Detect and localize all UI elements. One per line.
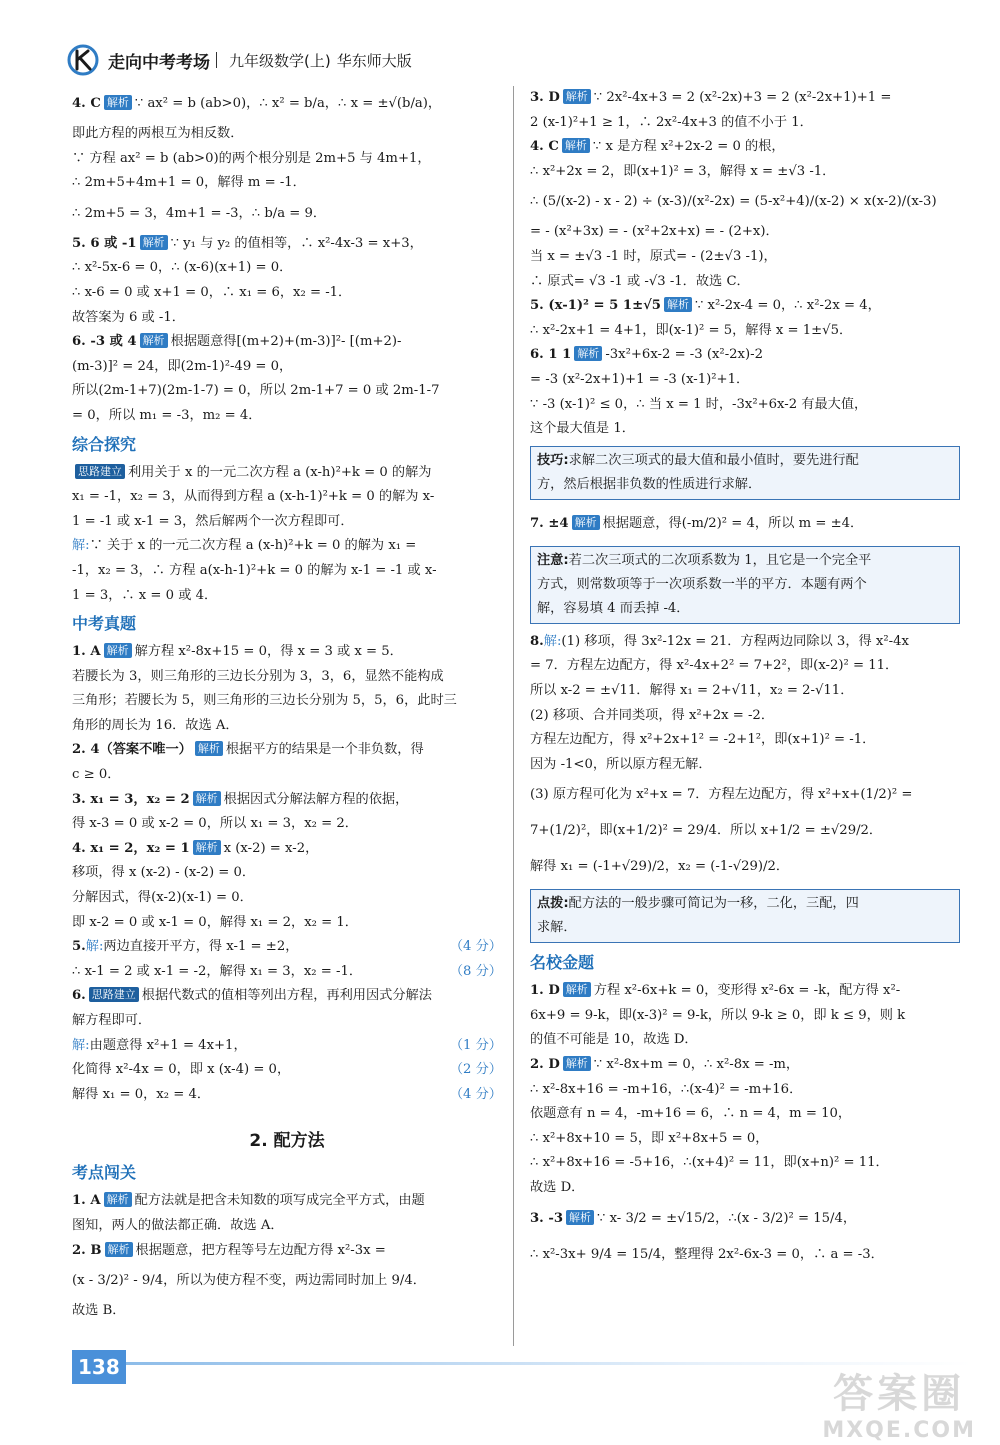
answer-line: 化简得 x²-4x = 0，即 x (x-4) = 0， （2 分） — [72, 1062, 502, 1078]
answer-line: 解:由题意得 x²+1 = 4x+1， （1 分） — [72, 1037, 502, 1053]
answer-line: ∴ x²-2x+1 = 4+1，即(x-1)² = 5，解得 x = 1±√5． — [530, 322, 853, 338]
answer-line: 1 = 3，∴ x = 0 或 4． — [72, 587, 218, 603]
answer-line: 角形的周长为 16．故选 A． — [72, 717, 239, 733]
answer-line: 4. C 解析 ∵ x 是方程 x²+2x-2 = 0 的根， — [530, 139, 785, 155]
column-divider — [513, 86, 514, 1346]
answer-line: ∴ x²+8x+16 = -5+16，∴(x+4)² = 11，即(x+n)² = 11． — [530, 1155, 889, 1171]
answer-line: ∴ (5/(x-2) - x - 2) ÷ (x-3)/(x²-2x) = (5-x²+4)/(x-2) × x(x-2)/(x-3) — [530, 194, 937, 210]
answer-line: 3. -3 解析 ∵ x- 3/2 = ±√15/2，∴(x - 3/2)² = 15/4， — [530, 1210, 857, 1226]
answer-line: 解:∵ 关于 x 的一元二次方程 a (x-h)²+k = 0 的解为 x₁ = — [72, 538, 417, 554]
hint-box — [530, 889, 960, 943]
answer-line: 得 x-3 = 0 或 x-2 = 0，所以 x₁ = 3，x₂ = 2． — [72, 816, 358, 832]
answer-line: = - (x²+3x) = - (x²+2x+x) = - (2+x)． — [530, 224, 779, 240]
answer-line: 6. 思路建立 根据代数式的值相等列出方程，再利用因式分解法 — [72, 988, 432, 1004]
answer-line: 2. 4（答案不唯一） 解析 根据平方的结果是一个非负数，得 — [72, 742, 424, 758]
answer-line: 解得 x₁ = (-1+√29)/2，x₂ = (-1-√29)/2． — [530, 859, 790, 875]
book-edition: 华东师大版 — [336, 51, 412, 70]
brand-name: 走向中考考场 — [108, 52, 210, 73]
answer-line: = 7．方程左边配方，得 x²-4x+2² = 7+2²，即(x-2)² = 11． — [530, 658, 899, 674]
answer-line: 分解因式，得(x-2)(x-1) = 0． — [72, 890, 253, 906]
answer-line: 解方程即可． — [72, 1013, 152, 1028]
answer-line: (2) 移项、合并同类项，得 x²+2x = -2． — [530, 707, 775, 723]
note-line: 解，容易填 4 而丢掉 -4． — [537, 600, 690, 616]
answer-line: x₁ = -1，x₂ = 3，从而得到方程 a (x-h-1)²+k = 0 的解为 x- — [72, 489, 435, 505]
section-heading: 中考真题 — [72, 614, 137, 634]
answer-line: 三角形；若腰长为 5，则三角形的三边长分别为 5，5，6，此时三 — [72, 693, 457, 709]
note-line: 方式，则常数项等于一次项系数一半的平方．本题有两个 — [537, 576, 867, 592]
answer-line: 1. D 解析 方程 x²-6x+k = 0，变形得 x²-6x = -k，配方得 x²- — [530, 983, 901, 999]
answer-line: ∴ 2m+5 = 3，4m+1 = -3，∴ b/a = 9． — [72, 205, 327, 221]
answer-line: 3. x₁ = 3，x₂ = 2 解析 根据因式分解法解方程的依据， — [72, 791, 409, 807]
right-column — [530, 86, 960, 1273]
page-number: 138 — [72, 1350, 126, 1384]
left-column — [72, 86, 502, 1324]
answer-line: 所以 x-2 = ±√11．解得 x₁ = 2+√11，x₂ = 2-√11． — [530, 682, 854, 698]
answer-line: ∴ x²-8x+16 = -m+16，∴(x-4)² = -m+16． — [530, 1081, 803, 1097]
answer-line: ∵ -3 (x-1)² ≤ 0，∴ 当 x = 1 时，-3x²+6x-2 有最大值， — [530, 396, 868, 412]
answer-line: 即 x-2 = 0 或 x-1 = 0，解得 x₁ = 2，x₂ = 1． — [72, 914, 358, 930]
answer-line: ∴ x²+2x = 2，即(x+1)² = 3，解得 x = ±√3 -1． — [530, 163, 836, 179]
answer-line: = 0，所以 m₁ = -3，m₂ = 4． — [72, 407, 262, 423]
stylized-k-logo-icon — [66, 43, 100, 77]
page-footer-bar — [112, 1362, 972, 1365]
book-subtitle: 九年级数学(上) — [229, 51, 331, 70]
section-heading: 名校金题 — [530, 953, 595, 973]
answer-line: 图知，两人的做法都正确．故选 A． — [72, 1217, 284, 1233]
section-heading: 考点闯关 — [72, 1163, 137, 1183]
answer-line: ∵ 方程 ax² = b (ab>0)的两个根分别是 2m+5 与 4m+1， — [72, 150, 431, 166]
answer-line: 依题意有 n = 4，-m+16 = 6，∴ n = 4，m = 10， — [530, 1106, 852, 1122]
answer-line: 方程左边配方，得 x²+2x+1² = -2+1²，即(x+1)² = -1． — [530, 732, 876, 748]
answer-line: 5.解:两边直接开平方，得 x-1 = ±2， （4 分） — [72, 939, 502, 955]
watermark-url: MXQE.COM — [822, 1418, 976, 1443]
answer-line: -1，x₂ = 3，∴ 方程 a(x-h-1)²+k = 0 的解为 x-1 = -1 或 x- — [72, 562, 437, 578]
answer-line: 1. A 解析 配方法就是把含未知数的项写成完全平方式，由题 — [72, 1193, 425, 1209]
answer-line: 当 x = ±√3 -1 时，原式= - (2±√3 -1)， — [530, 248, 777, 264]
answer-line: ∴ 2m+5+4m+1 = 0，解得 m = -1． — [72, 175, 306, 191]
answer-line: ∴ x²-3x+ 9/4 = 15/4，整理得 2x²-6x-3 = 0，∴ a = -3． — [530, 1246, 884, 1262]
answer-line: 移项，得 x (x-2) - (x-2) = 0． — [72, 865, 256, 881]
answer-line: 2. D 解析 ∵ x²-8x+m = 0，∴ x²-8x = -m， — [530, 1057, 800, 1073]
answer-line: ∴ x-6 = 0 或 x+1 = 0，∴ x₁ = 6，x₂ = -1． — [72, 284, 352, 300]
answer-line: 故答案为 6 或 -1． — [72, 309, 185, 325]
page-header — [66, 40, 412, 80]
answer-line: 所以(2m-1+7)(2m-1-7) = 0，所以 2m-1+7 = 0 或 2m-1-7 — [72, 383, 440, 399]
answer-line: ∴ x²+8x+10 = 5，即 x²+8x+5 = 0， — [530, 1130, 769, 1146]
answer-line: 2 (x-1)²+1 ≥ 1，∴ 2x²-4x+3 的值不小于 1． — [530, 114, 813, 130]
answer-line: 3. D 解析 ∵ 2x²-4x+3 = 2 (x²-2x)+3 = 2 (x²-2x+1)+1 = — [530, 90, 892, 105]
answer-line: 6x+9 = 9-k，即(x-3)² = 9-k，所以 9-k ≥ 0，即 k ≤ 9，则 k — [530, 1007, 906, 1023]
note-line: 注意:若二次三项式的二次项系数为 1，且它是一个完全平 — [537, 552, 872, 568]
answer-line: 故选 B． — [72, 1303, 126, 1319]
answer-line: 1. A 解析 解方程 x²-8x+15 = 0，得 x = 3 或 x = 5． — [72, 644, 403, 660]
section-heading: 综合探究 — [72, 434, 137, 454]
answer-line: (m-3)]² = 24，即(2m-1)²-49 = 0， — [72, 358, 293, 374]
answer-line: 即此方程的两根互为相反数． — [72, 126, 244, 141]
answer-line: 因为 -1<0，所以原方程无解． — [530, 756, 712, 772]
watermark — [822, 1370, 976, 1444]
tip-line: 方，然后根据非负数的性质进行求解． — [537, 476, 762, 492]
answer-line: ∴ x²-5x-6 = 0，∴ (x-6)(x+1) = 0． — [72, 260, 293, 276]
answer-line: 2. B 解析 根据题意，把方程等号左边配方得 x²-3x = — [72, 1242, 386, 1258]
answer-line: ∴ x-1 = 2 或 x-1 = -2，解得 x₁ = 3，x₂ = -1． （8 分） — [72, 963, 502, 979]
answer-line: 若腰长为 3，则三角形的三边长分别为 3，3，6，显然不能构成 — [72, 668, 444, 684]
hint-line: 求解． — [537, 920, 577, 936]
answer-line: 4. C 解析 ∵ ax² = b (ab>0)，∴ x² = b/a，∴ x = ±√(b/a)， — [72, 96, 442, 111]
answer-line: 的值不可能是 10，故选 D． — [530, 1032, 698, 1048]
answer-line: 5. (x-1)² = 5 1±√5 解析 ∵ x²-2x-4 = 0，∴ x²-2x = 4， — [530, 298, 881, 314]
tip-box — [530, 446, 960, 500]
answer-line: ∴ 原式= √3 -1 或 -√3 -1．故选 C． — [530, 273, 750, 289]
answer-line: 这个最大值是 1． — [530, 421, 635, 437]
header-divider — [216, 52, 217, 68]
hint-line: 点拨:配方法的一般步骤可简记为一移，二化，三配，四 — [537, 896, 859, 912]
answer-line: 5. 6 或 -1 解析 ∵ y₁ 与 y₂ 的值相等，∴ x²-4x-3 = x+3， — [72, 235, 423, 251]
answer-line: 思路建立 利用关于 x 的一元二次方程 a (x-h)²+k = 0 的解为 — [72, 461, 502, 486]
note-box — [530, 546, 960, 624]
answer-line: 解得 x₁ = 0，x₂ = 4． （4 分） — [72, 1086, 502, 1102]
watermark-text: 答案圈 — [833, 1371, 966, 1417]
answer-line: 7. ±4 解析 根据题意，得(-m/2)² = 4，所以 m = ±4． — [530, 515, 864, 531]
tip-line: 技巧:求解二次三项式的最大值和最小值时，要先进行配 — [537, 452, 859, 468]
chapter-title: 2. 配方法 — [249, 1131, 325, 1152]
answer-line: (x - 3/2)² - 9/4，所以为使方程不变，两边需同时加上 9/4． — [72, 1273, 426, 1289]
answer-line: c ≥ 0． — [72, 767, 121, 783]
answer-line: (3) 原方程可化为 x²+x = 7．方程左边配方，得 x²+x+(1/2)² = — [530, 787, 913, 803]
answer-line: 4. x₁ = 2，x₂ = 1 解析 x (x-2) = x-2， — [72, 840, 319, 856]
answer-line: 1 = -1 或 x-1 = 3，然后解两个一次方程即可． — [72, 513, 354, 529]
answer-line: 6. -3 或 4 解析 根据题意得[(m+2)+(m-3)]²- [(m+2)- — [72, 334, 402, 350]
answer-line: 6. 1 1 解析 -3x²+6x-2 = -3 (x²-2x)-2 — [530, 347, 763, 363]
answer-line: 8.解:(1) 移项，得 3x²-12x = 21．方程两边同除以 3，得 x²-4x — [530, 633, 909, 649]
answer-line: 7+(1/2)²，即(x+1/2)² = 29/4．所以 x+1/2 = ±√29/2． — [530, 823, 883, 839]
answer-line: 故选 D． — [530, 1180, 585, 1196]
answer-line: = -3 (x²-2x+1)+1 = -3 (x-1)²+1． — [530, 371, 750, 387]
